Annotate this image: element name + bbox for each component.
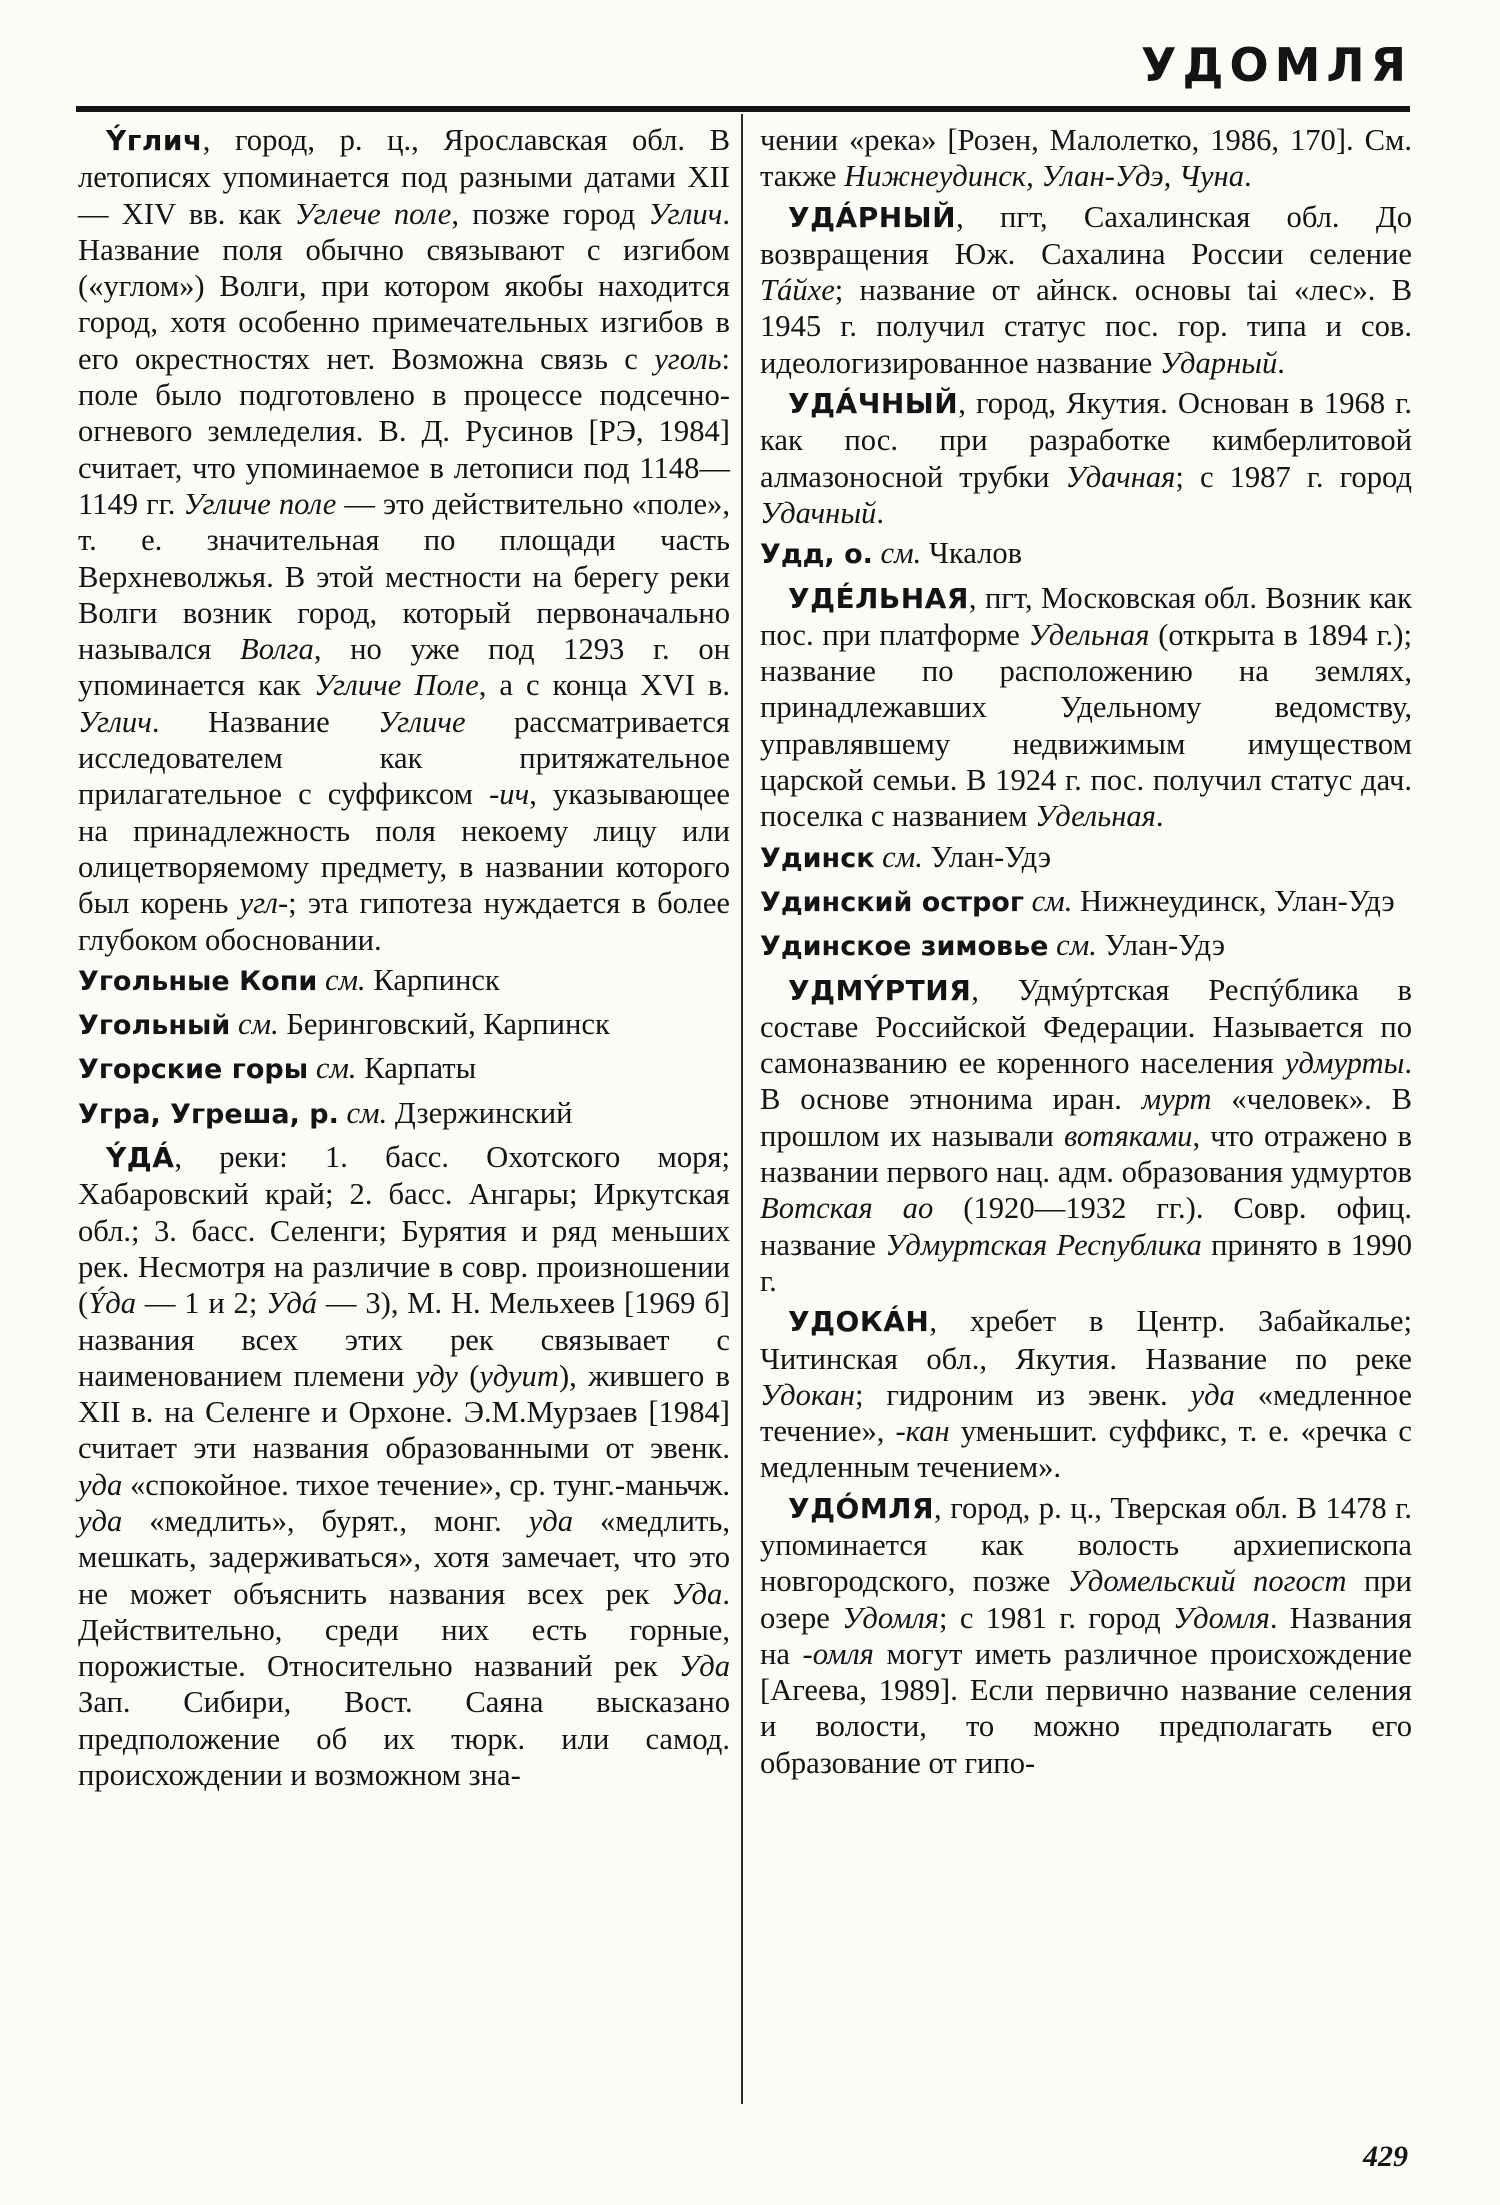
right-column <box>760 122 1412 1785</box>
italic-text: Удельная <box>1028 617 1150 652</box>
entry-text: . Действительно, среди них есть горные, порожистые. Относительно названий рек <box>78 1576 730 1684</box>
entry-text: при озере <box>760 1564 1412 1635</box>
entry-text: (открыта в 1894 г.); название по расположению на землях, принадлежавших Удельному ведомству, управлявшему недвижимым имуществом царской семьи. В 1924 г. пос. получил статус дач. поселка с названием <box>760 617 1412 834</box>
entry-headword: УДÁРНЫЙ <box>788 200 957 234</box>
italic-text: уголь <box>654 341 722 376</box>
italic-text: Уда <box>671 1576 723 1611</box>
italic-text: Удачный <box>760 495 877 530</box>
entry-text: , город, Якутия. Основан в 1968 г. как пос. при разработке кимберлитовой алмазоносной трубки <box>760 386 1412 494</box>
italic-text: Тáйхе <box>760 273 835 308</box>
entry-text: «спокойное. тихое течение», ср. тунг.-маньчж. <box>122 1467 730 1502</box>
entry-headword: Угра, Угреша, р. <box>78 1098 339 1130</box>
dictionary-entry <box>760 385 1412 531</box>
italic-text: -кан <box>895 1414 950 1449</box>
italic-text: Ýда <box>88 1286 136 1321</box>
entry-text: — 3), М. Н. Мельхеев [1969 б] названия всех этих рек связывает с наименованием племени <box>78 1286 730 1393</box>
entry-headword: Угольный <box>78 1010 231 1042</box>
italic-text: Ударный <box>1159 345 1278 380</box>
cross-reference <box>760 535 1412 573</box>
entry-headword: УДМÝРТИЯ <box>788 973 972 1007</box>
entry-text: : поле было подготовлено в процессе подсечно-огневого земледелия. В. Д. Русинов [РЭ, 1984] считает, что упоминаемое в летописи под 1148—1149 гг. <box>78 341 730 521</box>
entry-text: уменьшит. суффикс, т. е. «речка с медленным течением». <box>760 1414 1413 1485</box>
entry-headword: Угорские горы <box>78 1054 309 1086</box>
italic-text: Углич <box>648 196 723 231</box>
entry-text: . Название <box>151 704 379 739</box>
italic-text: уду <box>415 1358 458 1393</box>
entry-text: ; с 1987 г. город <box>1175 459 1412 494</box>
header-rule <box>76 106 1410 112</box>
entry-headword: Угольные Копи <box>78 965 318 997</box>
entry-text: Карпаты <box>356 1051 477 1086</box>
dictionary-entry <box>78 122 730 958</box>
italic-text: Уда <box>679 1649 730 1684</box>
entry-text: , пгт, Сахалинская обл. До возвращения Юж. Сахалина России селение <box>760 199 1412 271</box>
entry-text: «человек». В прошлом их называли <box>760 1082 1412 1153</box>
entry-text: — это действительно «поле», т. е. значительная по площади часть Верхневолжья. В этой местности на берегу реки Волги возник город, который первоначально назывался <box>78 486 730 667</box>
dictionary-entry <box>760 580 1412 835</box>
italic-text: Удомля <box>842 1600 940 1635</box>
entry-text: ; эта гипотеза нуждается в более глубоком обосновании. <box>78 886 730 957</box>
entry-text: , хребет в Центр. Забайкалье; Читинская обл., Якутия. Название по реке <box>760 1304 1412 1376</box>
entry-text: Нижнеудинск, Улан-Удэ <box>1072 883 1395 918</box>
italic-text: Удокан <box>760 1377 855 1412</box>
entry-text: ; с 1981 г. город <box>939 1600 1173 1635</box>
italic-text: Угличе Поле <box>313 668 479 703</box>
entry-headword: Удинское зимовье <box>760 931 1049 963</box>
entry-text: . <box>876 495 884 530</box>
entry-text: Карпинск <box>365 962 500 997</box>
entry-text: Дзержинский <box>387 1095 573 1130</box>
dictionary-entry <box>760 972 1412 1300</box>
entry-headword: Удд, о. <box>760 539 873 571</box>
entry-text: Зап. Сибири, Вост. Саяна высказано предположение об их тюрк. или самод. происхождении и возможном зна- <box>78 1685 730 1793</box>
entry-text: — 1 и 2; <box>136 1286 267 1321</box>
entry-text: Улан-Удэ <box>1096 928 1225 963</box>
italic-text: Вотская ао <box>760 1191 934 1226</box>
dictionary-entry <box>78 1139 730 1793</box>
entry-text: . В основе этнонима иран. <box>760 1046 1412 1117</box>
entry-text: Улан-Удэ <box>922 839 1052 874</box>
entry-text: , но уже под 1293 г. он упоминается как <box>78 632 730 703</box>
column-divider <box>741 114 743 2104</box>
italic-text: удуит <box>479 1358 559 1393</box>
italic-text: Угличе поле <box>183 486 337 521</box>
entry-text: . Названия на <box>760 1600 1412 1671</box>
entry-headword: ÝДÁ <box>106 1141 175 1175</box>
entry-headword: УДÉЛЬНАЯ <box>788 581 969 615</box>
entry-text: , Удмýртская Респýблика в составе Российской Федерации. Называется по самоназванию ее коренного населения <box>760 972 1412 1081</box>
cross-reference <box>78 1095 730 1133</box>
italic-text: см. <box>1048 928 1097 963</box>
entry-text: , позже город <box>451 196 649 231</box>
page-number: 429 <box>1363 2140 1408 2173</box>
left-column <box>78 122 730 1797</box>
entry-headword: УДÓМЛЯ <box>788 1491 935 1525</box>
cross-reference <box>78 1006 730 1044</box>
italic-text: Удельная <box>1035 799 1156 834</box>
entry-text: ; название от айнск. основы tai «лес». В 1945 г. получил статус пос. гор. типа и сов. идеологизированное название <box>760 273 1412 380</box>
entry-headword: УДÁЧНЫЙ <box>788 387 959 421</box>
cross-reference <box>760 883 1412 921</box>
entry-text: «медленное течение», <box>760 1377 1412 1449</box>
italic-text: вотяками <box>1063 1118 1193 1153</box>
italic-text: уда <box>1190 1377 1235 1412</box>
entry-text: . <box>1277 345 1285 380</box>
entry-text: , город, р. ц., Ярославская обл. В летописях упоминается под разными датами XII — XIV вв. как <box>78 123 730 231</box>
entry-text: . <box>1155 799 1164 834</box>
italic-text: уда <box>78 1503 123 1538</box>
cross-reference <box>760 927 1412 965</box>
cross-reference <box>78 1050 730 1088</box>
italic-text: уда <box>528 1503 573 1538</box>
cross-reference <box>78 962 730 1000</box>
entry-text: принято в 1990 г. <box>760 1227 1412 1298</box>
entry-text: ), жившего в XII в. на Селенге и Орхоне. Э.М.Мурзаев [1984] считает эти названия образованными от эвенк. <box>78 1358 731 1466</box>
italic-text: -омля <box>802 1636 874 1671</box>
running-head: УДОМЛЯ <box>1141 38 1412 92</box>
entry-text: . Название поля обычно связывают с изгибом («углом») Волги, при котором якобы находится город, хотя особенно примечательных изгибов в его окрестностях нет. Возможна связь с <box>78 196 730 376</box>
italic-text: Удомельский погост <box>1067 1564 1347 1599</box>
entry-text: «медлить, мешкать, задерживаться», хотя замечает, что это не может объяснить названия всех рек <box>78 1503 730 1611</box>
entry-text: «медлить», бурят., монг. <box>122 1503 529 1538</box>
entry-headword: Ýглич <box>106 124 203 157</box>
italic-text: Нижнеудинск, Улан-Удэ, Чуна <box>844 159 1244 194</box>
entry-text: Чкалов <box>921 536 1023 571</box>
entry-text: ; гидроним из эвенк. <box>854 1377 1191 1412</box>
entry-text: ( <box>457 1358 480 1393</box>
italic-text: Угличе <box>378 704 466 739</box>
entry-text: , реки: 1. басс. Охотского моря; Хабаровский край; 2. басс. Ангары; Иркутская обл.; 3. басс. Селенги; Бурятия и ряд меньших рек. Несмотря на различие в совр. произношении ( <box>78 1140 730 1321</box>
entry-text: чении «река» [Розен, Малолетко, 1986, 170]. См. также <box>760 123 1412 194</box>
entry-text: (1920—1932 гг.). Совр. офиц. название <box>760 1191 1412 1262</box>
italic-text: Удачная <box>1065 459 1176 494</box>
entry-text: , пгт, Московская обл. Возник как пос. при платформе <box>760 580 1412 652</box>
dictionary-entry <box>760 199 1412 381</box>
entry-headword: Удинский острог <box>760 886 1024 918</box>
italic-text: см. <box>874 839 923 874</box>
italic-text: уда <box>78 1467 123 1502</box>
italic-text: Углич <box>78 704 152 739</box>
italic-text: Удомля <box>1172 1600 1270 1635</box>
entry-text: , город, р. ц., Тверская обл. В 1478 г. упоминается как волость архиепископа новгородского, позже <box>760 1490 1412 1599</box>
italic-text: см. <box>317 962 366 997</box>
italic-text: Удá <box>266 1286 318 1321</box>
italic-text: Удмуртская Республика <box>885 1227 1202 1262</box>
entry-text: , а с конца XVI в. <box>478 668 731 703</box>
italic-text: -ич <box>489 777 530 812</box>
entry-headword: УДОКÁН <box>788 1305 930 1339</box>
italic-text: см. <box>872 536 922 571</box>
entry-text: рассматривается исследователем как притяжательное прилагательное с суффиксом <box>78 704 730 812</box>
cross-reference <box>760 839 1412 877</box>
italic-text: см. <box>308 1051 357 1086</box>
entry-headword: Удинск <box>760 842 875 874</box>
italic-text: Углече поле <box>294 196 452 231</box>
entry-text: Беринговский, Карпинск <box>278 1007 610 1042</box>
italic-text: Волга <box>240 632 314 667</box>
italic-text: см. <box>338 1095 388 1130</box>
entry-text: , указывающее на принадлежность поля некоему лицу или олицетворяемому предмету, в названии которого был корень <box>78 777 731 921</box>
dictionary-entry <box>760 1490 1412 1781</box>
entry-text: могут иметь различное происхождение [Агеева, 1989]. Если первично название селения и волости, то можно предполагать его образование от гипо- <box>760 1636 1412 1780</box>
italic-text: угл- <box>239 886 289 921</box>
entry-text: . <box>1244 159 1252 194</box>
italic-text: мурт <box>1141 1082 1212 1117</box>
entry-text: , что отражено в названии первого нац. адм. образования удмуртов <box>760 1118 1412 1190</box>
italic-text: удмурты <box>1284 1046 1405 1081</box>
italic-text: см. <box>230 1007 279 1042</box>
dictionary-entry <box>760 1303 1412 1485</box>
italic-text: см. <box>1023 883 1073 918</box>
dictionary-entry <box>760 122 1412 195</box>
